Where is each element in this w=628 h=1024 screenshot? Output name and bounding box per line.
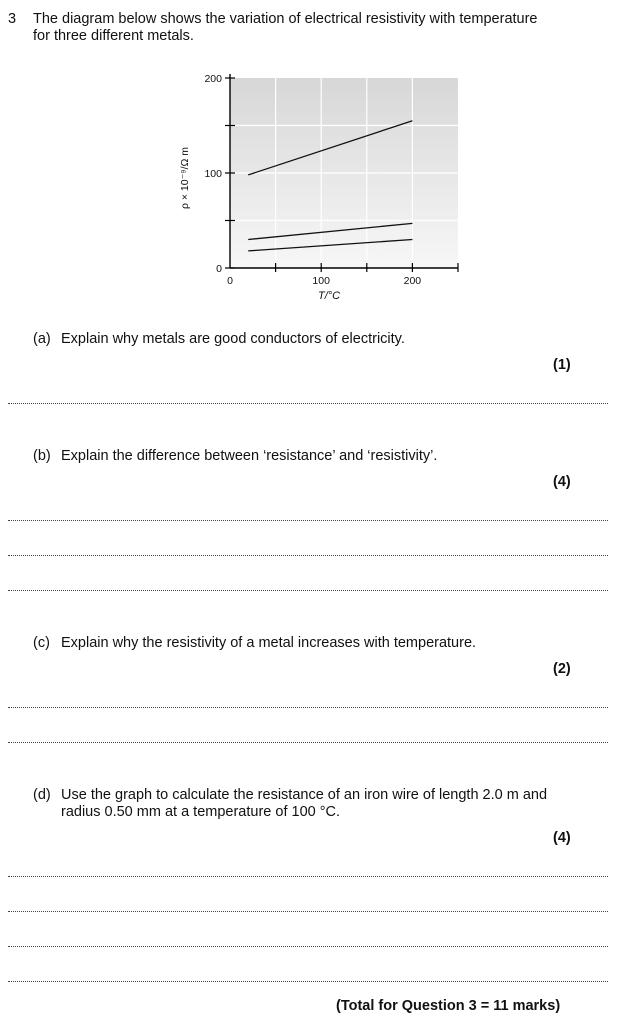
answer-line[interactable] <box>8 742 608 743</box>
part-c-question: Explain why the resistivity of a metal increases with temperature. <box>61 635 477 651</box>
part-d-marks: (4) <box>553 830 571 846</box>
part-c-marks: (2) <box>553 661 571 677</box>
part-a-question: Explain why metals are good conductors of electricity. <box>61 331 405 347</box>
resistivity-chart <box>0 60 628 310</box>
y-tick-label: 0 <box>216 263 222 275</box>
answer-line[interactable] <box>8 520 608 521</box>
part-d-question-line1: Use the graph to calculate the resistance of an iron wire of length 2.0 m and <box>61 787 548 803</box>
answer-line[interactable] <box>8 707 608 708</box>
x-tick-label: 200 <box>403 275 422 287</box>
answer-line[interactable] <box>8 911 608 912</box>
y-tick-label: 200 <box>204 73 222 85</box>
part-b-label: (b) <box>33 448 51 464</box>
question-intro-line1: The diagram below shows the variation of electrical resistivity with temperature <box>33 11 538 27</box>
answer-line[interactable] <box>8 946 608 947</box>
answer-line[interactable] <box>8 403 608 404</box>
part-a-label: (a) <box>33 331 51 347</box>
part-a-marks: (1) <box>553 357 571 373</box>
answer-line[interactable] <box>8 876 608 877</box>
y-tick-label: 100 <box>204 168 222 180</box>
total-marks: (Total for Question 3 = 11 marks) <box>336 998 561 1014</box>
x-axis-title: T/°C <box>318 290 341 302</box>
answer-line[interactable] <box>8 981 608 982</box>
part-b-marks: (4) <box>553 474 571 490</box>
y-axis-title: ρ × 10⁻⁹/Ω m <box>179 146 191 210</box>
x-tick-label: 0 <box>227 275 233 287</box>
x-tick-label: 100 <box>312 275 330 287</box>
part-c-label: (c) <box>33 635 50 651</box>
answer-line[interactable] <box>8 590 608 591</box>
answer-line[interactable] <box>8 555 608 556</box>
part-b-question: Explain the difference between ‘resistance’ and ‘resistivity’. <box>61 448 438 464</box>
part-d-label: (d) <box>33 787 51 803</box>
part-d-question-line2: radius 0.50 mm at a temperature of 100 °C. <box>61 804 341 820</box>
question-number: 3 <box>8 11 17 27</box>
question-intro-line2: for three different metals. <box>33 28 194 44</box>
